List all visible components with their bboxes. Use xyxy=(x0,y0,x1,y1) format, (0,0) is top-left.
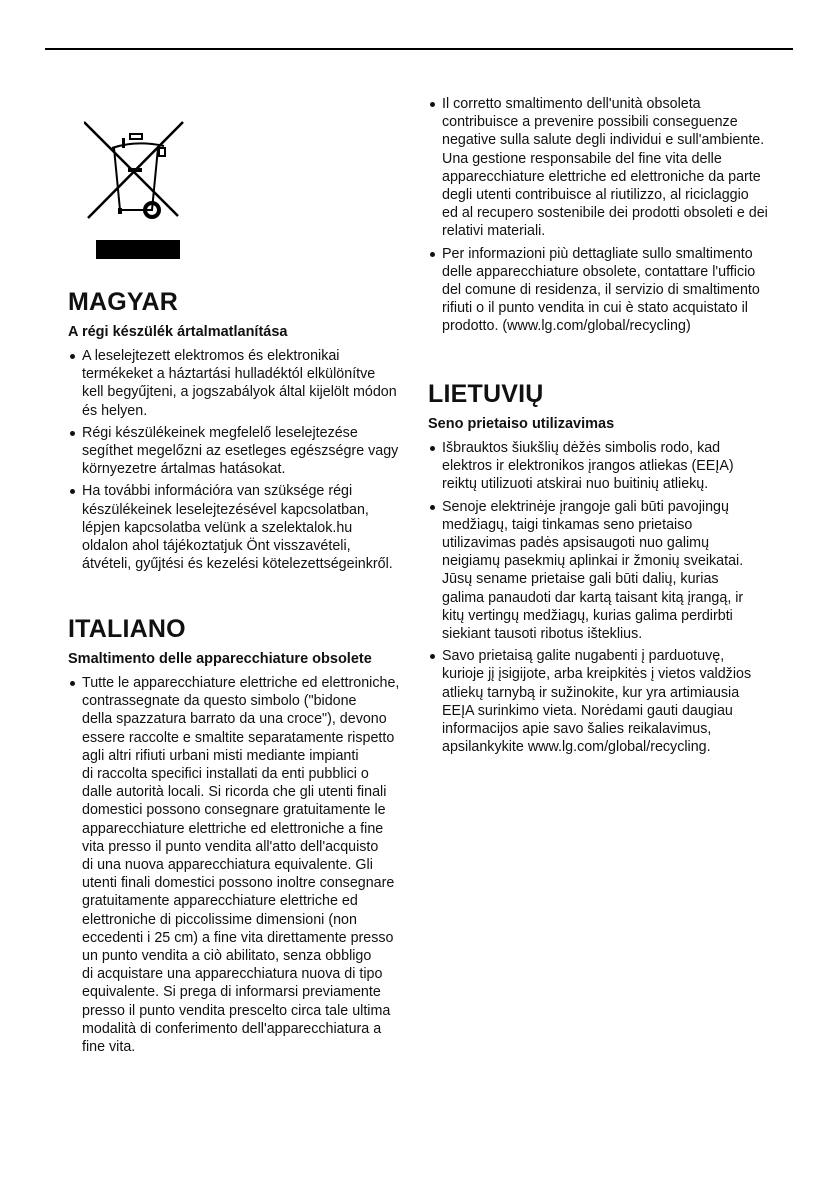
bullet-list xyxy=(68,347,413,573)
list-item-line: della spazzatura barrato da una croce"), devono xyxy=(82,711,387,728)
section-title: MAGYAR xyxy=(68,288,179,316)
list-item-line: utenti finali domestici possono inoltre consegnare xyxy=(82,875,395,892)
section-title: ITALIANO xyxy=(68,615,186,643)
list-item-line: negative sulla salute degli individui e sull'ambiente. xyxy=(442,132,765,149)
list-item-line: di una nuova apparecchiatura equivalente. Gli xyxy=(82,857,373,874)
list-item xyxy=(428,647,788,756)
crossed-out-wheelie-bin-icon xyxy=(84,118,190,226)
list-item xyxy=(428,439,788,494)
list-item-line: medžiagų, taigi tinkamas seno prietaiso xyxy=(442,516,693,533)
list-item-line: oldalon ahol tájékoztatjuk Önt visszavételi, xyxy=(82,538,351,555)
list-item-line: domestici possono consegnare gratuitamente le xyxy=(82,802,386,819)
list-item-line: essere raccolte e smaltite separatamente rispetto xyxy=(82,729,395,746)
list-item-line: eccedenti i 25 cm) a fine vita direttamente presso xyxy=(82,929,394,946)
list-item-line: modalità di conferimento dell'apparecchiatura a xyxy=(82,1020,382,1037)
list-item-line: apparecchiature elettriche ed elettroniche a fine xyxy=(82,820,384,837)
list-item-line: equivalente. Si prega di informarsi previamente xyxy=(82,984,381,1001)
bullet-list xyxy=(428,95,788,336)
list-item-line: EEĮA surinkimo vieta. Norėdami gauti daugiau xyxy=(442,702,733,719)
list-item xyxy=(68,482,413,573)
list-item xyxy=(428,95,788,241)
section-italiano xyxy=(68,614,413,1060)
black-bar-symbol xyxy=(96,240,180,259)
bullet-list xyxy=(428,439,788,756)
list-item-line: gratuitamente apparecchiature elettriche ed xyxy=(82,893,358,910)
list-item-line: prodotto. (www.lg.com/global/recycling) xyxy=(442,318,691,335)
list-item-line: fine vita. xyxy=(82,1039,136,1056)
list-item-line: átvételi, gyűjtési és kezelési kötelezettségeinkről. xyxy=(82,556,393,573)
list-item-line: contribuisce a prevenire possibili conseguenze xyxy=(442,114,738,131)
list-item-line: elektros ir elektronikos įrangos atliekas (EEĮA) xyxy=(442,458,734,475)
section-italiano-continued xyxy=(428,95,788,340)
list-item-line: un punto vendita a ciò abilitato, senza obbligo xyxy=(82,948,372,965)
list-item-line: contrassegnate da questo simbolo ("bidone xyxy=(82,693,357,710)
list-item-line: informacijos apie savo šalies reikalavimus, xyxy=(442,721,712,738)
list-item xyxy=(68,424,413,479)
list-item-line: ed al recupero sostenibile dei prodotti obsoleti e dei xyxy=(442,205,768,222)
list-item-line: del comune di residenza, il servizio di smaltimento xyxy=(442,282,760,299)
list-item-line: kitų vertingų medžiagų, kurias galima perdirbti xyxy=(442,607,733,624)
section-subtitle: Seno prietaiso utilizavimas xyxy=(428,416,615,432)
list-item-line: vita presso il punto vendita all'atto dell'acquisto xyxy=(82,838,379,855)
section-lietuviu xyxy=(428,379,788,760)
list-item-line: környezetre ártalmas hatásokat. xyxy=(82,461,286,478)
list-item-line: apparecchiature elettriche ed elettroniche da parte xyxy=(442,168,761,185)
header-rule xyxy=(45,48,793,50)
list-item-line: készülékeinek leselejtezésével kapcsolatban, xyxy=(82,501,369,518)
list-item-line: delle apparecchiature obsolete, contattare l'ufficio xyxy=(442,263,756,280)
list-item-line: di raccolta specifici installati da enti pubblici o xyxy=(82,766,369,783)
list-item-line: és helyen. xyxy=(82,402,148,419)
list-item-line: Tutte le apparecchiature elettriche ed elettroniche, xyxy=(82,675,400,691)
list-item-line: kurioje jį įsigijote, arba kreipkitės į vietos valdžios xyxy=(442,666,752,683)
list-item-line: neigiamų pasekmių aplinkai ir žmonių sveikatai. xyxy=(442,553,744,570)
list-item xyxy=(68,347,413,420)
list-item-line: siekiant tausoti ribotus išteklius. xyxy=(442,626,643,643)
list-item-line: lépjen kapcsolatba velünk a szelektalok.hu xyxy=(82,519,353,536)
list-item-line: Per informazioni più dettagliate sullo smaltimento xyxy=(442,245,753,262)
section-title: LIETUVIŲ xyxy=(428,380,544,408)
list-item-line: Ha további információra van szüksége régi xyxy=(82,483,353,500)
list-item-line: elettroniche di piccolissime dimensioni (non xyxy=(82,911,357,928)
list-item-line: atliekų tarnybą ir sužinokite, kur yra artimiausia xyxy=(442,684,740,701)
list-item-line: segíthet megelőzni az esetleges egészségre vagy xyxy=(82,443,399,460)
section-subtitle: Smaltimento delle apparecchiature obsolete xyxy=(68,651,372,667)
list-item-line: agli altri rifiuti urbani misti mediante impianti xyxy=(82,747,359,764)
section-magyar xyxy=(68,287,413,577)
section-subtitle: A régi készülék ártalmatlanítása xyxy=(68,324,288,340)
list-item-line: galima panaudoti dar kartą taisant kitą įrangą, ir xyxy=(442,589,744,606)
list-item-line: dalle autorità locali. Si ricorda che gli utenti finali xyxy=(82,784,387,801)
list-item-line: di acquistare una apparecchiatura nuova di tipo xyxy=(82,966,383,983)
list-item-line: termékeket a háztartási hulladéktól elkülönítve xyxy=(82,366,376,383)
list-item-line: Una gestione responsabile del fine vita delle xyxy=(442,150,722,167)
list-item-line: utilizavimas padės apsisaugoti nuo galimų xyxy=(442,535,710,552)
list-item-line: apsilankykite www.lg.com/global/recycling. xyxy=(442,739,711,756)
list-item-line: Régi készülékeinek megfelelő leselejtezése xyxy=(82,424,358,441)
list-item xyxy=(428,245,788,336)
list-item-line: A leselejtezett elektromos és elektronikai xyxy=(82,348,340,364)
bullet-list xyxy=(68,674,413,1056)
list-item-line: Senoje elektrinėje įrangoje gali būti pavojingų xyxy=(442,498,729,515)
list-item-line: presso il punto vendita prescelto circa tale ultima xyxy=(82,1002,391,1019)
list-item-line: relativi materiali. xyxy=(442,223,546,240)
list-item-line: degli utenti contribuisce al riutilizzo, al riciclaggio xyxy=(442,187,749,204)
list-item-line: rifiuti o il punto vendita in cui è stato acquistato il xyxy=(442,300,748,317)
list-item-line: Savo prietaisą galite nugabenti į parduotuvę, xyxy=(442,648,725,665)
list-item-line: Il corretto smaltimento dell'unità obsoleta xyxy=(442,96,701,112)
list-item xyxy=(428,498,788,644)
list-item xyxy=(68,674,413,1056)
list-item-line: Išbrauktos šiukšlių dėžės simbolis rodo, kad xyxy=(442,440,721,456)
list-item-line: kell begyűjteni, a jogszabályok által kijelölt módon xyxy=(82,384,397,401)
list-item-line: reiktų utilizuoti atskirai nuo buitinių atliekų. xyxy=(442,476,709,493)
list-item-line: Jūsų sename prietaise gali būti dalių, kurias xyxy=(442,571,719,588)
